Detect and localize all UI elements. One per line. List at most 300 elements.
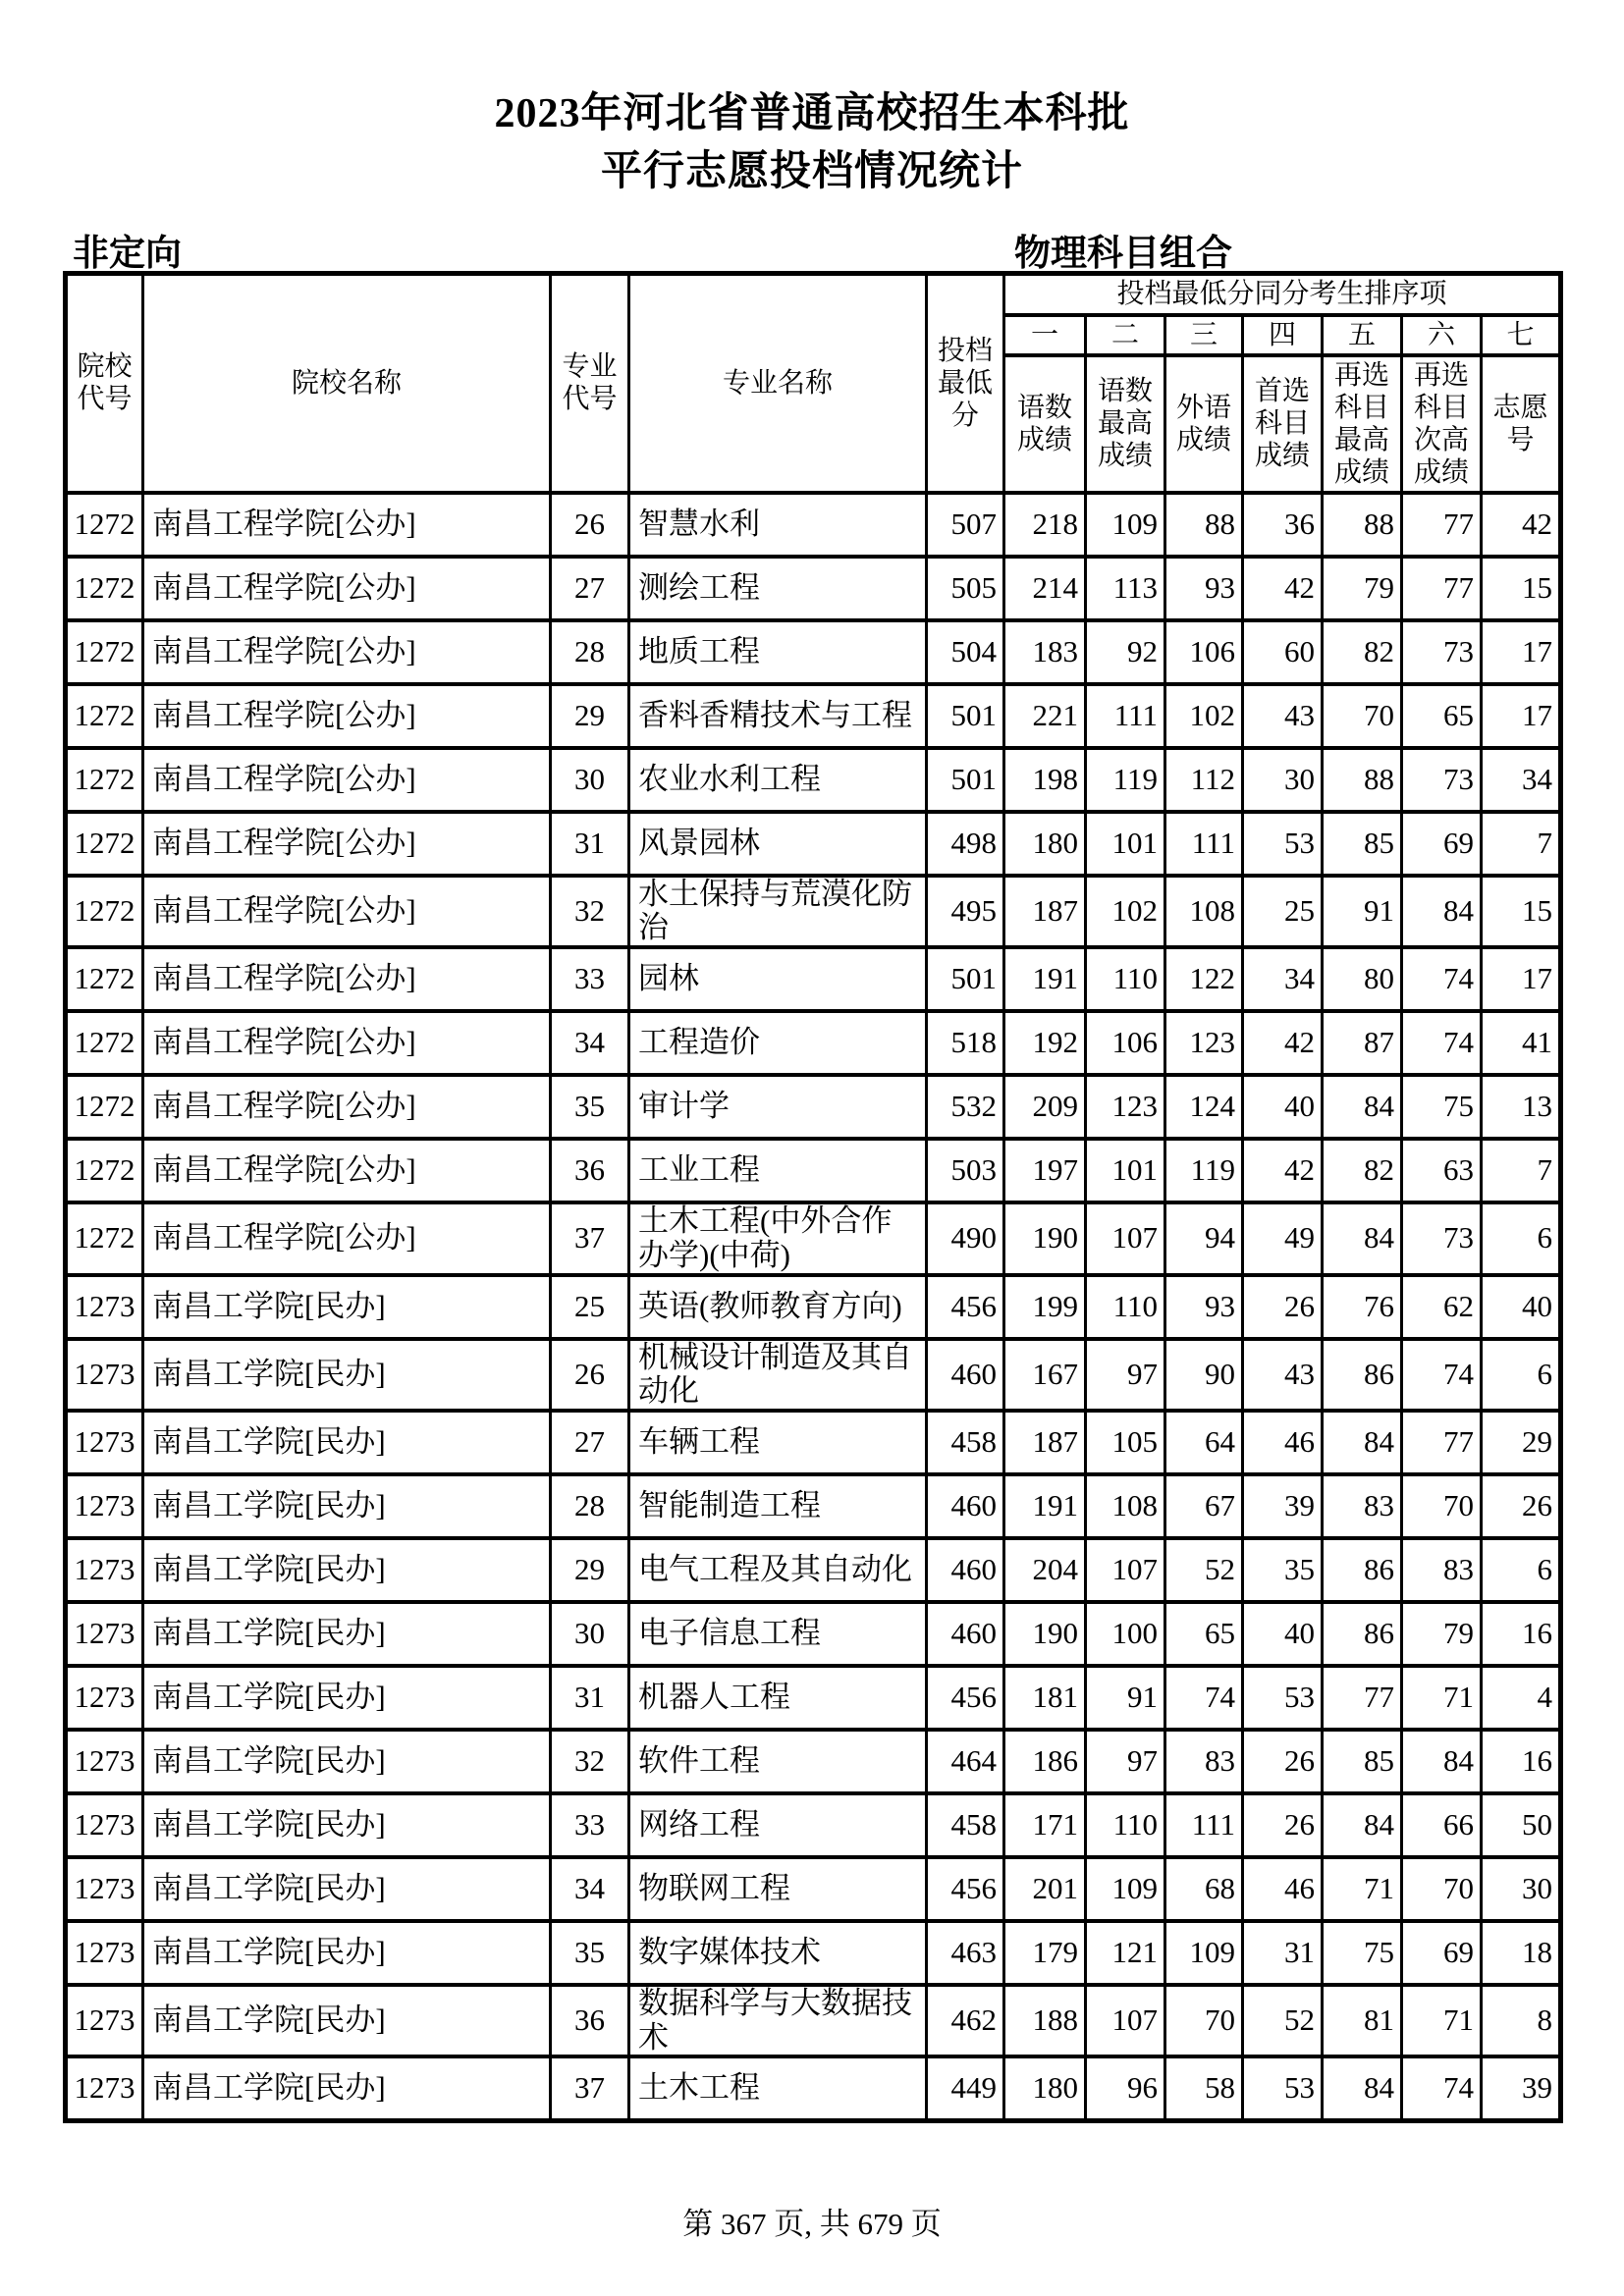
chinese-math-score-cell: 190: [1004, 1602, 1086, 1666]
college-code-cell: 1273: [66, 1538, 143, 1602]
preference-number-cell: 26: [1482, 1474, 1561, 1538]
chinese-math-highest-score-cell: 110: [1086, 1275, 1165, 1339]
major-code-cell: 26: [551, 493, 629, 557]
chinese-math-score-cell: 167: [1004, 1339, 1086, 1411]
header-ordinal-1: 一: [1004, 315, 1086, 355]
major-code-cell: 36: [551, 1139, 629, 1202]
preference-number-cell: 16: [1482, 1730, 1561, 1793]
first-choice-subject-score-cell: 53: [1243, 812, 1323, 876]
chinese-math-highest-score-cell: 97: [1086, 1339, 1165, 1411]
foreign-language-score-cell: 93: [1165, 1275, 1243, 1339]
college-name-cell: 南昌工学院[民办]: [143, 1985, 551, 2056]
preference-number-cell: 16: [1482, 1602, 1561, 1666]
reselect-subject-highest-score-cell: 81: [1323, 1985, 1402, 2056]
table-row: [66, 1857, 1561, 1921]
major-name-cell: 香料香精技术与工程: [629, 684, 927, 748]
table-row: [66, 1793, 1561, 1857]
college-code-cell: 1273: [66, 1602, 143, 1666]
foreign-language-score-cell: 124: [1165, 1075, 1243, 1139]
reselect-subject-second-score-cell: 77: [1402, 557, 1482, 620]
reselect-subject-highest-score-cell: 84: [1323, 2056, 1402, 2120]
foreign-language-score-cell: 52: [1165, 1538, 1243, 1602]
table-row: [66, 1275, 1561, 1339]
college-name-cell: 南昌工学院[民办]: [143, 1921, 551, 1985]
first-choice-subject-score-cell: 31: [1243, 1921, 1323, 1985]
table-row: [66, 493, 1561, 557]
min-score-cell: 458: [927, 1793, 1004, 1857]
chinese-math-highest-score-cell: 119: [1086, 748, 1165, 812]
table-row: [66, 684, 1561, 748]
header-major-code: 专业代号: [551, 274, 629, 493]
first-choice-subject-score-cell: 46: [1243, 1857, 1323, 1921]
table-row: [66, 1474, 1561, 1538]
table-row: [66, 1985, 1561, 2056]
preference-number-cell: 42: [1482, 493, 1561, 557]
foreign-language-score-cell: 88: [1165, 493, 1243, 557]
college-code-cell: 1272: [66, 812, 143, 876]
chinese-math-score-cell: 191: [1004, 947, 1086, 1011]
college-code-cell: 1273: [66, 1339, 143, 1411]
chinese-math-score-cell: 192: [1004, 1011, 1086, 1075]
page-title-line2: 平行志愿投档情况统计: [600, 148, 1023, 194]
first-choice-subject-score-cell: 46: [1243, 1411, 1323, 1474]
foreign-language-score-cell: 123: [1165, 1011, 1243, 1075]
table-row: [66, 1411, 1561, 1474]
table-row: [66, 1011, 1561, 1075]
college-name-cell: 南昌工学院[民办]: [143, 1857, 551, 1921]
chinese-math-highest-score-cell: 92: [1086, 620, 1165, 684]
major-name-cell: 土木工程: [629, 2056, 927, 2120]
first-choice-subject-score-cell: 30: [1243, 748, 1323, 812]
min-score-cell: 507: [927, 493, 1004, 557]
foreign-language-score-cell: 106: [1165, 620, 1243, 684]
min-score-cell: 460: [927, 1538, 1004, 1602]
header-college-name: 院校名称: [143, 274, 551, 493]
table-row: [66, 1666, 1561, 1730]
college-name-cell: 南昌工程学院[公办]: [143, 1202, 551, 1274]
reselect-subject-second-score-cell: 70: [1402, 1857, 1482, 1921]
chinese-math-highest-score-cell: 97: [1086, 1730, 1165, 1793]
table-row: [66, 876, 1561, 947]
preference-number-cell: 8: [1482, 1985, 1561, 2056]
header-college-code: 院校代号: [66, 274, 143, 493]
header-ordinal-6: 六: [1402, 315, 1482, 355]
foreign-language-score-cell: 109: [1165, 1921, 1243, 1985]
min-score-cell: 490: [927, 1202, 1004, 1274]
preference-number-cell: 50: [1482, 1793, 1561, 1857]
foreign-language-score-cell: 74: [1165, 1666, 1243, 1730]
college-code-cell: 1273: [66, 2056, 143, 2120]
major-name-cell: 电子信息工程: [629, 1602, 927, 1666]
major-code-cell: 27: [551, 1411, 629, 1474]
reselect-subject-highest-score-cell: 86: [1323, 1339, 1402, 1411]
chinese-math-highest-score-cell: 101: [1086, 812, 1165, 876]
table-row: [66, 1339, 1561, 1411]
reselect-subject-highest-score-cell: 88: [1323, 493, 1402, 557]
major-name-cell: 英语(教师教育方向): [629, 1275, 927, 1339]
table-row: [66, 1075, 1561, 1139]
reselect-subject-second-score-cell: 66: [1402, 1793, 1482, 1857]
chinese-math-score-cell: 214: [1004, 557, 1086, 620]
first-choice-subject-score-cell: 60: [1243, 620, 1323, 684]
header-ordinal-2: 二: [1086, 315, 1165, 355]
college-name-cell: 南昌工程学院[公办]: [143, 1139, 551, 1202]
subject-group-label: 物理科目组合: [1014, 234, 1232, 274]
major-name-cell: 工程造价: [629, 1011, 927, 1075]
chinese-math-score-cell: 197: [1004, 1139, 1086, 1202]
preference-number-cell: 17: [1482, 947, 1561, 1011]
chinese-math-highest-score-cell: 107: [1086, 1985, 1165, 2056]
table-row: [66, 947, 1561, 1011]
first-choice-subject-score-cell: 53: [1243, 2056, 1323, 2120]
major-name-cell: 水土保持与荒漠化防治: [629, 876, 927, 947]
preference-number-cell: 7: [1482, 812, 1561, 876]
min-score-cell: 462: [927, 1985, 1004, 2056]
chinese-math-score-cell: 179: [1004, 1921, 1086, 1985]
major-code-cell: 26: [551, 1339, 629, 1411]
chinese-math-highest-score-cell: 96: [1086, 2056, 1165, 2120]
reselect-subject-second-score-cell: 84: [1402, 876, 1482, 947]
first-choice-subject-score-cell: 26: [1243, 1275, 1323, 1339]
college-name-cell: 南昌工学院[民办]: [143, 1411, 551, 1474]
chinese-math-highest-score-cell: 113: [1086, 557, 1165, 620]
college-name-cell: 南昌工程学院[公办]: [143, 748, 551, 812]
preference-number-cell: 6: [1482, 1202, 1561, 1274]
college-name-cell: 南昌工程学院[公办]: [143, 557, 551, 620]
major-code-cell: 31: [551, 1666, 629, 1730]
chinese-math-score-cell: 201: [1004, 1857, 1086, 1921]
min-score-cell: 504: [927, 620, 1004, 684]
chinese-math-highest-score-cell: 109: [1086, 1857, 1165, 1921]
reselect-subject-highest-score-cell: 76: [1323, 1275, 1402, 1339]
chinese-math-highest-score-cell: 108: [1086, 1474, 1165, 1538]
foreign-language-score-cell: 67: [1165, 1474, 1243, 1538]
major-code-cell: 37: [551, 1202, 629, 1274]
reselect-subject-highest-score-cell: 85: [1323, 1730, 1402, 1793]
major-code-cell: 31: [551, 812, 629, 876]
min-score-cell: 458: [927, 1411, 1004, 1474]
first-choice-subject-score-cell: 26: [1243, 1793, 1323, 1857]
min-score-cell: 460: [927, 1602, 1004, 1666]
chinese-math-score-cell: 199: [1004, 1275, 1086, 1339]
reselect-subject-highest-score-cell: 87: [1323, 1011, 1402, 1075]
first-choice-subject-score-cell: 25: [1243, 876, 1323, 947]
reselect-subject-second-score-cell: 74: [1402, 1011, 1482, 1075]
chinese-math-highest-score-cell: 109: [1086, 493, 1165, 557]
header-ordinal-3: 三: [1165, 315, 1243, 355]
major-name-cell: 软件工程: [629, 1730, 927, 1793]
chinese-math-score-cell: 204: [1004, 1538, 1086, 1602]
reselect-subject-highest-score-cell: 71: [1323, 1857, 1402, 1921]
page-title-line1: 2023年河北省普通高校招生本科批: [494, 91, 1130, 136]
chinese-math-score-cell: 218: [1004, 493, 1086, 557]
chinese-math-highest-score-cell: 106: [1086, 1011, 1165, 1075]
first-choice-subject-score-cell: 42: [1243, 1011, 1323, 1075]
chinese-math-score-cell: 209: [1004, 1075, 1086, 1139]
min-score-cell: 456: [927, 1857, 1004, 1921]
college-name-cell: 南昌工学院[民办]: [143, 1730, 551, 1793]
min-score-cell: 498: [927, 812, 1004, 876]
preference-number-cell: 17: [1482, 684, 1561, 748]
college-code-cell: 1273: [66, 1921, 143, 1985]
foreign-language-score-cell: 94: [1165, 1202, 1243, 1274]
preference-number-cell: 7: [1482, 1139, 1561, 1202]
chinese-math-highest-score-cell: 100: [1086, 1602, 1165, 1666]
reselect-subject-highest-score-cell: 79: [1323, 557, 1402, 620]
major-code-cell: 33: [551, 1793, 629, 1857]
preference-number-cell: 39: [1482, 2056, 1561, 2120]
major-code-cell: 29: [551, 684, 629, 748]
college-code-cell: 1272: [66, 1075, 143, 1139]
min-score-cell: 463: [927, 1921, 1004, 1985]
foreign-language-score-cell: 83: [1165, 1730, 1243, 1793]
preference-number-cell: 30: [1482, 1857, 1561, 1921]
table-row: [66, 1602, 1561, 1666]
foreign-language-score-cell: 112: [1165, 748, 1243, 812]
reselect-subject-second-score-cell: 74: [1402, 2056, 1482, 2120]
first-choice-subject-score-cell: 52: [1243, 1985, 1323, 2056]
reselect-subject-second-score-cell: 79: [1402, 1602, 1482, 1666]
college-code-cell: 1272: [66, 1139, 143, 1202]
header-ordinal-5: 五: [1323, 315, 1402, 355]
college-code-cell: 1272: [66, 748, 143, 812]
reselect-subject-second-score-cell: 69: [1402, 1921, 1482, 1985]
first-choice-subject-score-cell: 35: [1243, 1538, 1323, 1602]
preference-number-cell: 18: [1482, 1921, 1561, 1985]
header-row-group: [66, 274, 1561, 315]
major-name-cell: 智能制造工程: [629, 1474, 927, 1538]
major-name-cell: 机器人工程: [629, 1666, 927, 1730]
min-score-cell: 464: [927, 1730, 1004, 1793]
header-tie-break-group: 投档最低分同分考生排序项: [1004, 274, 1561, 315]
chinese-math-score-cell: 187: [1004, 876, 1086, 947]
first-choice-subject-score-cell: 34: [1243, 947, 1323, 1011]
first-choice-subject-score-cell: 43: [1243, 684, 1323, 748]
chinese-math-highest-score-cell: 91: [1086, 1666, 1165, 1730]
college-name-cell: 南昌工程学院[公办]: [143, 1011, 551, 1075]
reselect-subject-second-score-cell: 69: [1402, 812, 1482, 876]
preference-number-cell: 41: [1482, 1011, 1561, 1075]
preference-number-cell: 29: [1482, 1411, 1561, 1474]
college-code-cell: 1272: [66, 493, 143, 557]
major-code-cell: 29: [551, 1538, 629, 1602]
header-min-score: 投档最低分: [927, 274, 1004, 493]
college-code-cell: 1272: [66, 1202, 143, 1274]
reselect-subject-second-score-cell: 73: [1402, 1202, 1482, 1274]
table-row: [66, 1202, 1561, 1274]
chinese-math-score-cell: 181: [1004, 1666, 1086, 1730]
college-code-cell: 1272: [66, 620, 143, 684]
college-code-cell: 1273: [66, 1793, 143, 1857]
reselect-subject-second-score-cell: 62: [1402, 1275, 1482, 1339]
reselect-subject-highest-score-cell: 84: [1323, 1793, 1402, 1857]
preference-number-cell: 34: [1482, 748, 1561, 812]
reselect-subject-second-score-cell: 71: [1402, 1985, 1482, 2056]
min-score-cell: 456: [927, 1666, 1004, 1730]
major-code-cell: 34: [551, 1011, 629, 1075]
chinese-math-score-cell: 187: [1004, 1411, 1086, 1474]
header-chinese-math-highest-score: 语数最高成绩: [1086, 355, 1165, 493]
reselect-subject-highest-score-cell: 84: [1323, 1202, 1402, 1274]
table-body: [66, 493, 1561, 2121]
college-name-cell: 南昌工学院[民办]: [143, 1538, 551, 1602]
first-choice-subject-score-cell: 36: [1243, 493, 1323, 557]
first-choice-subject-score-cell: 42: [1243, 1139, 1323, 1202]
preference-number-cell: 13: [1482, 1075, 1561, 1139]
college-code-cell: 1273: [66, 1275, 143, 1339]
min-score-cell: 501: [927, 947, 1004, 1011]
major-code-cell: 30: [551, 1602, 629, 1666]
college-code-cell: 1273: [66, 1730, 143, 1793]
college-code-cell: 1272: [66, 557, 143, 620]
table-row: [66, 2056, 1561, 2120]
reselect-subject-highest-score-cell: 77: [1323, 1666, 1402, 1730]
reselect-subject-second-score-cell: 83: [1402, 1538, 1482, 1602]
foreign-language-score-cell: 111: [1165, 812, 1243, 876]
table-row: [66, 748, 1561, 812]
major-code-cell: 28: [551, 1474, 629, 1538]
reselect-subject-highest-score-cell: 88: [1323, 748, 1402, 812]
college-name-cell: 南昌工学院[民办]: [143, 1275, 551, 1339]
college-name-cell: 南昌工程学院[公办]: [143, 812, 551, 876]
college-name-cell: 南昌工程学院[公办]: [143, 947, 551, 1011]
college-name-cell: 南昌工学院[民办]: [143, 1602, 551, 1666]
reselect-subject-second-score-cell: 65: [1402, 684, 1482, 748]
college-code-cell: 1273: [66, 1985, 143, 2056]
college-name-cell: 南昌工学院[民办]: [143, 1474, 551, 1538]
reselect-subject-highest-score-cell: 80: [1323, 947, 1402, 1011]
chinese-math-highest-score-cell: 121: [1086, 1921, 1165, 1985]
major-code-cell: 37: [551, 2056, 629, 2120]
college-code-cell: 1273: [66, 1666, 143, 1730]
header-ordinal-7: 七: [1482, 315, 1561, 355]
chinese-math-score-cell: 180: [1004, 812, 1086, 876]
reselect-subject-second-score-cell: 74: [1402, 947, 1482, 1011]
reselect-subject-second-score-cell: 73: [1402, 620, 1482, 684]
foreign-language-score-cell: 68: [1165, 1857, 1243, 1921]
first-choice-subject-score-cell: 49: [1243, 1202, 1323, 1274]
chinese-math-highest-score-cell: 110: [1086, 1793, 1165, 1857]
college-code-cell: 1272: [66, 1011, 143, 1075]
min-score-cell: 456: [927, 1275, 1004, 1339]
major-name-cell: 地质工程: [629, 620, 927, 684]
chinese-math-highest-score-cell: 111: [1086, 684, 1165, 748]
table-row: [66, 557, 1561, 620]
table-row: [66, 1139, 1561, 1202]
header-major-name: 专业名称: [629, 274, 927, 493]
major-name-cell: 风景园林: [629, 812, 927, 876]
min-score-cell: 501: [927, 684, 1004, 748]
major-name-cell: 电气工程及其自动化: [629, 1538, 927, 1602]
major-code-cell: 33: [551, 947, 629, 1011]
min-score-cell: 503: [927, 1139, 1004, 1202]
chinese-math-score-cell: 198: [1004, 748, 1086, 812]
major-name-cell: 智慧水利: [629, 493, 927, 557]
foreign-language-score-cell: 119: [1165, 1139, 1243, 1202]
college-name-cell: 南昌工学院[民办]: [143, 1793, 551, 1857]
major-name-cell: 测绘工程: [629, 557, 927, 620]
min-score-cell: 495: [927, 876, 1004, 947]
header-reselect-subject-second-score: 再选科目次高成绩: [1402, 355, 1482, 493]
major-name-cell: 机械设计制造及其自动化: [629, 1339, 927, 1411]
reselect-subject-second-score-cell: 84: [1402, 1730, 1482, 1793]
chinese-math-score-cell: 183: [1004, 620, 1086, 684]
first-choice-subject-score-cell: 26: [1243, 1730, 1323, 1793]
reselect-subject-highest-score-cell: 86: [1323, 1602, 1402, 1666]
chinese-math-score-cell: 180: [1004, 2056, 1086, 2120]
reselect-subject-second-score-cell: 75: [1402, 1075, 1482, 1139]
college-code-cell: 1273: [66, 1474, 143, 1538]
major-name-cell: 数字媒体技术: [629, 1921, 927, 1985]
college-name-cell: 南昌工程学院[公办]: [143, 493, 551, 557]
chinese-math-highest-score-cell: 123: [1086, 1075, 1165, 1139]
major-code-cell: 32: [551, 1730, 629, 1793]
chinese-math-score-cell: 186: [1004, 1730, 1086, 1793]
major-name-cell: 土木工程(中外合作办学)(中荷): [629, 1202, 927, 1274]
college-code-cell: 1272: [66, 684, 143, 748]
reselect-subject-highest-score-cell: 84: [1323, 1075, 1402, 1139]
reselect-subject-second-score-cell: 70: [1402, 1474, 1482, 1538]
preference-number-cell: 40: [1482, 1275, 1561, 1339]
major-name-cell: 物联网工程: [629, 1857, 927, 1921]
min-score-cell: 460: [927, 1474, 1004, 1538]
min-score-cell: 460: [927, 1339, 1004, 1411]
college-code-cell: 1272: [66, 947, 143, 1011]
major-name-cell: 数据科学与大数据技术: [629, 1985, 927, 2056]
min-score-cell: 518: [927, 1011, 1004, 1075]
preference-number-cell: 15: [1482, 876, 1561, 947]
header-chinese-math-score: 语数成绩: [1004, 355, 1086, 493]
college-name-cell: 南昌工学院[民办]: [143, 1666, 551, 1730]
major-code-cell: 27: [551, 557, 629, 620]
preference-number-cell: 6: [1482, 1339, 1561, 1411]
reselect-subject-highest-score-cell: 84: [1323, 1411, 1402, 1474]
major-code-cell: 30: [551, 748, 629, 812]
foreign-language-score-cell: 65: [1165, 1602, 1243, 1666]
chinese-math-highest-score-cell: 105: [1086, 1411, 1165, 1474]
foreign-language-score-cell: 58: [1165, 2056, 1243, 2120]
college-code-cell: 1273: [66, 1857, 143, 1921]
foreign-language-score-cell: 122: [1165, 947, 1243, 1011]
chinese-math-score-cell: 188: [1004, 1985, 1086, 2056]
chinese-math-highest-score-cell: 101: [1086, 1139, 1165, 1202]
chinese-math-highest-score-cell: 102: [1086, 876, 1165, 947]
table-row: [66, 812, 1561, 876]
reselect-subject-second-score-cell: 73: [1402, 748, 1482, 812]
reselect-subject-highest-score-cell: 70: [1323, 684, 1402, 748]
min-score-cell: 501: [927, 748, 1004, 812]
reselect-subject-highest-score-cell: 85: [1323, 812, 1402, 876]
foreign-language-score-cell: 102: [1165, 684, 1243, 748]
header-reselect-subject-highest-score: 再选科目最高成绩: [1323, 355, 1402, 493]
chinese-math-score-cell: 221: [1004, 684, 1086, 748]
chinese-math-score-cell: 191: [1004, 1474, 1086, 1538]
first-choice-subject-score-cell: 40: [1243, 1075, 1323, 1139]
plan-type-label: 非定向: [73, 234, 182, 274]
college-code-cell: 1273: [66, 1411, 143, 1474]
chinese-math-score-cell: 190: [1004, 1202, 1086, 1274]
header-foreign-language-score: 外语成绩: [1165, 355, 1243, 493]
subheader-row: [0, 223, 1624, 274]
admission-score-table: [63, 271, 1563, 2123]
foreign-language-score-cell: 70: [1165, 1985, 1243, 2056]
foreign-language-score-cell: 64: [1165, 1411, 1243, 1474]
major-code-cell: 34: [551, 1857, 629, 1921]
major-name-cell: 农业水利工程: [629, 748, 927, 812]
chinese-math-score-cell: 171: [1004, 1793, 1086, 1857]
reselect-subject-second-score-cell: 71: [1402, 1666, 1482, 1730]
major-code-cell: 25: [551, 1275, 629, 1339]
